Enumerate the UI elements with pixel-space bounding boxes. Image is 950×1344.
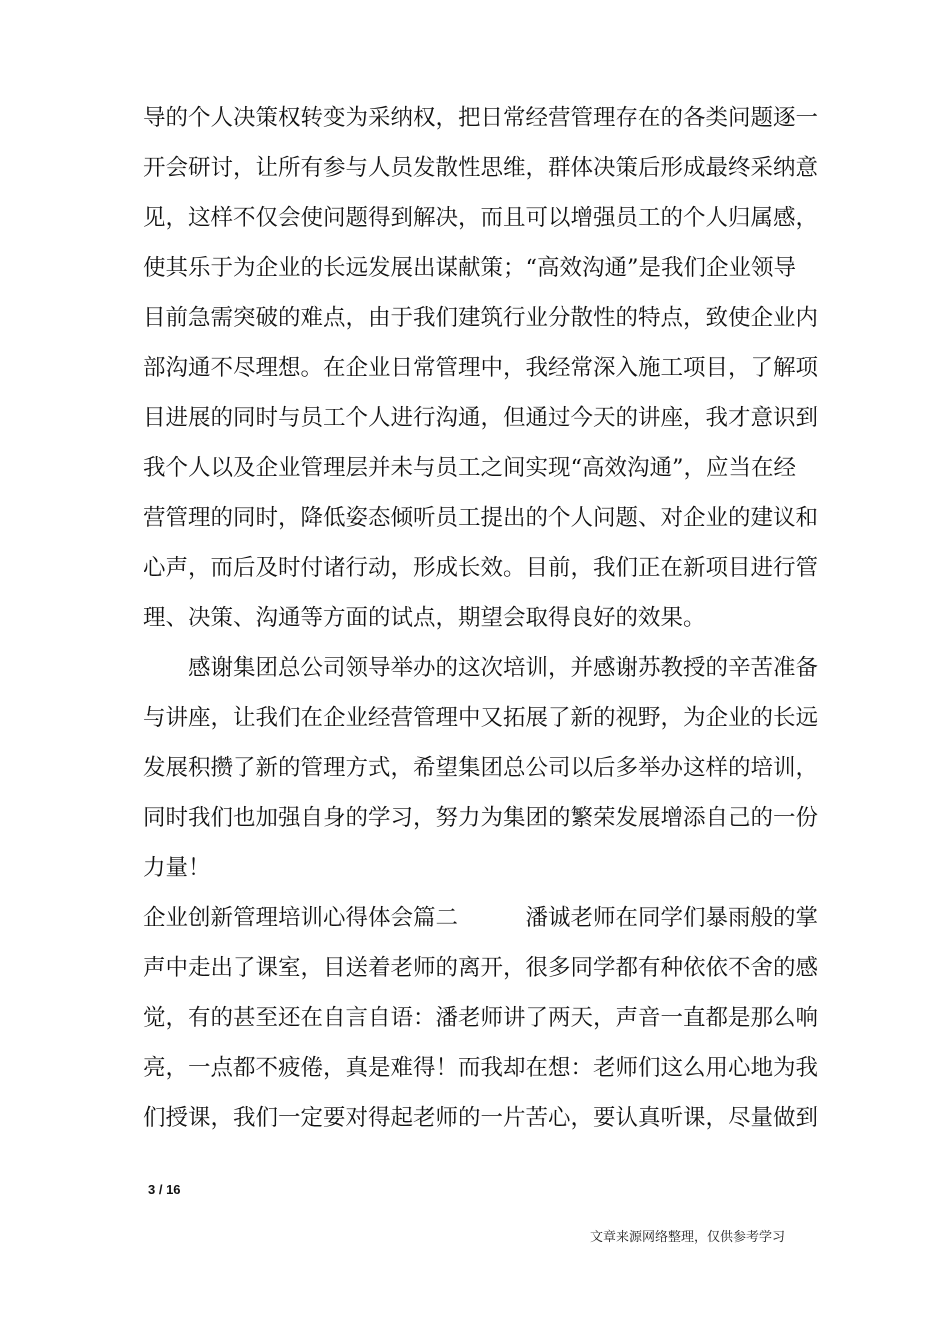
text-line: 使其乐于为企业的长远发展出谋献策；“高效沟通”是我们企业领导	[143, 255, 797, 281]
page-number: 3 / 16	[148, 1182, 181, 1197]
text-line: 们授课，我们一定要对得起老师的一片苦心，要认真听课，尽量做到	[143, 1105, 819, 1131]
text-line: 声中走出了课室，目送着老师的离开，很多同学都有种依依不舍的感	[143, 955, 819, 981]
text-line: 发展积攒了新的管理方式，希望集团总公司以后多举办这样的培训，	[143, 755, 819, 781]
text-line: 我个人以及企业管理层并未与员工之间实现“高效沟通”，应当在经	[143, 455, 797, 481]
text-line: 见，这样不仅会使问题得到解决，而且可以增强员工的个人归属感，	[143, 205, 819, 231]
text-line: 与讲座，让我们在企业经营管理中又拓展了新的视野，为企业的长远	[143, 705, 819, 731]
source-note: 文章来源网络整理，仅供参考学习	[590, 1230, 786, 1245]
text-line: 开会研讨，让所有参与人员发散性思维，群体决策后形成最终采纳意	[143, 155, 819, 181]
text-line: 营管理的同时，降低姿态倾听员工提出的个人问题、对企业的建议和	[143, 505, 819, 531]
text-line: 感谢集团总公司领导举办的这次培训，并感谢苏教授的辛苦准备	[143, 655, 819, 681]
text-line: 目进展的同时与员工个人进行沟通，但通过今天的讲座，我才意识到	[143, 405, 819, 431]
text-line: 目前急需突破的难点，由于我们建筑行业分散性的特点，致使企业内	[143, 305, 819, 331]
text-line: 理、决策、沟通等方面的试点，期望会取得良好的效果。	[143, 605, 706, 631]
text-line: 力量！	[143, 855, 211, 881]
text-line: 导的个人决策权转变为采纳权，把日常经营管理存在的各类问题逐一	[143, 105, 819, 131]
text-line: 心声，而后及时付诸行动，形成长效。目前，我们正在新项目进行管	[143, 555, 819, 581]
text-line: 亮，一点都不疲倦，真是难得！而我却在想：老师们这么用心地为我	[143, 1055, 819, 1081]
section-heading-line: 企业创新管理培训心得体会篇二 潘诚老师在同学们暴雨般的掌	[143, 905, 819, 931]
text-line: 同时我们也加强自身的学习，努力为集团的繁荣发展增添自己的一份	[143, 805, 819, 831]
text-line: 觉，有的甚至还在自言自语：潘老师讲了两天，声音一直都是那么响	[143, 1005, 819, 1031]
text-line: 部沟通不尽理想。在企业日常管理中，我经常深入施工项目，了解项	[143, 355, 819, 381]
